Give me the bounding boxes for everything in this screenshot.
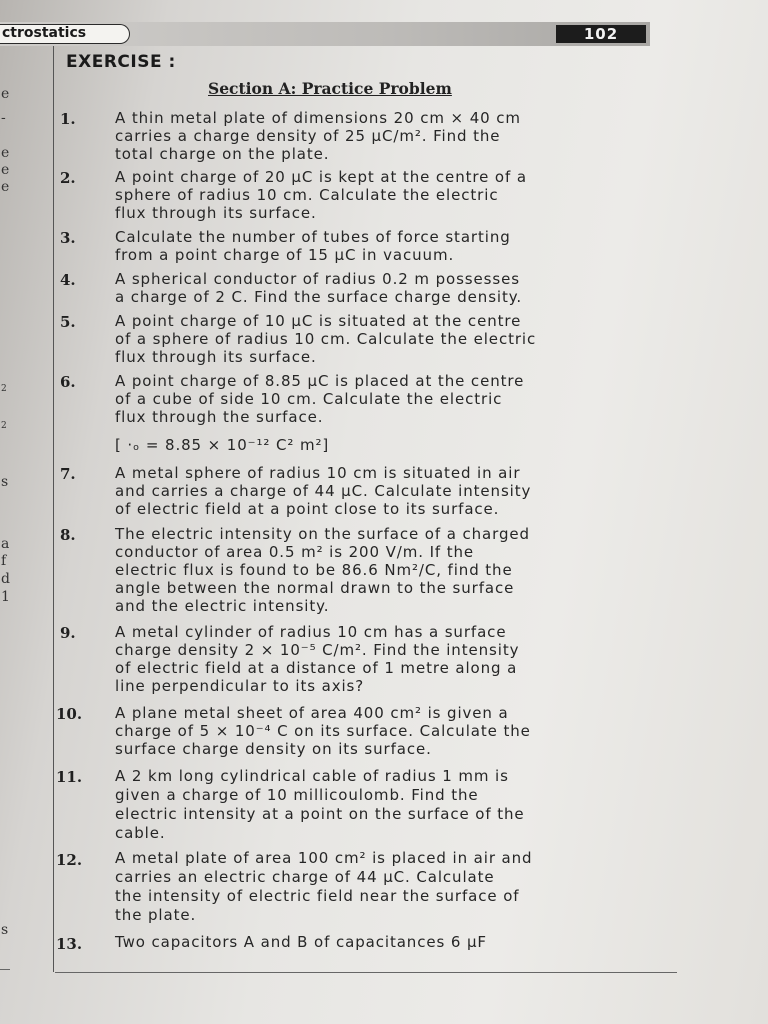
question-line: of a sphere of radius 10 cm. Calculate the electric (115, 330, 537, 348)
question-line: and the electric intensity. (115, 597, 330, 615)
question-line: The electric intensity on the surface of a charged (115, 525, 530, 543)
margin-fragment: e (1, 86, 10, 102)
margin-fragment: e (1, 145, 10, 161)
question-hint: [ ·ₒ = 8.85 × 10⁻¹² C² m²] (115, 436, 330, 454)
question-line: A point charge of 10 μC is situated at the centre (115, 312, 522, 330)
question-line: electric intensity at a point on the surface of the (115, 805, 525, 823)
question-line: a charge of 2 C. Find the surface charge density. (115, 288, 523, 306)
question-number: 1. (60, 110, 76, 128)
question-number: 5. (60, 313, 76, 331)
question-line: A metal cylinder of radius 10 cm has a surface (115, 623, 507, 641)
margin-fragment: d (1, 571, 10, 587)
question-line: A thin metal plate of dimensions 20 cm × 40 cm (115, 109, 521, 127)
question-line: carries a charge density of 25 μC/m². Find the (115, 127, 501, 145)
margin-fragment: 2 (1, 384, 7, 394)
question-line: given a charge of 10 millicoulomb. Find the (115, 786, 479, 804)
question-line: cable. (115, 824, 166, 842)
question-line: of electric field at a distance of 1 metre along a (115, 659, 518, 677)
question-line: charge density 2 × 10⁻⁵ C/m². Find the intensity (115, 641, 520, 659)
question-line: flux through its surface. (115, 204, 317, 222)
question-line: the plate. (115, 906, 197, 924)
question-line: electric flux is found to be 86.6 Nm²/C, find the (115, 561, 513, 579)
question-line: charge of 5 × 10⁻⁴ C on its surface. Calculate the (115, 722, 531, 740)
question-number: 10. (56, 705, 83, 723)
page-number: 102 (556, 25, 646, 43)
question-line: total charge on the plate. (115, 145, 330, 163)
margin-fragment: e (1, 162, 10, 178)
question-line: sphere of radius 10 cm. Calculate the electric (115, 186, 499, 204)
question-number: 3. (60, 229, 76, 247)
margin-fragment: e (1, 179, 10, 195)
question-line: conductor of area 0.5 m² is 200 V/m. If the (115, 543, 475, 561)
exercise-title: EXERCISE : (66, 52, 176, 72)
question-line: surface charge density on its surface. (115, 740, 432, 758)
question-number: 6. (60, 373, 76, 391)
question-number: 13. (56, 935, 83, 953)
question-line: A point charge of 20 μC is kept at the centre of a (115, 168, 527, 186)
question-line: A metal sphere of radius 10 cm is situated in air (115, 464, 521, 482)
question-number: 8. (60, 526, 76, 544)
question-number: 4. (60, 271, 76, 289)
question-line: angle between the normal drawn to the surface (115, 579, 515, 597)
question-line: line perpendicular to its axis? (115, 677, 365, 695)
question-line: A point charge of 8.85 μC is placed at the centre (115, 372, 525, 390)
question-line: the intensity of electric field near the surface of (115, 887, 520, 905)
question-line: A spherical conductor of radius 0.2 m possesses (115, 270, 520, 288)
question-line: A metal plate of area 100 cm² is placed in air and (115, 849, 533, 867)
margin-fragment: a (1, 536, 10, 552)
question-line: Two capacitors A and B of capacitances 6 μF (115, 933, 487, 951)
bottom-rule (55, 972, 677, 973)
question-number: 11. (56, 768, 83, 786)
question-line: from a point charge of 15 μC in vacuum. (115, 246, 455, 264)
question-number: 9. (60, 624, 76, 642)
question-line: of electric field at a point close to its surface. (115, 500, 500, 518)
chapter-tab: ctrostatics (0, 24, 130, 44)
question-line: and carries a charge of 44 μC. Calculate intensity (115, 482, 532, 500)
question-line: carries an electric charge of 44 μC. Calculate (115, 868, 495, 886)
margin-fragment: 1 (1, 589, 10, 605)
question-line: of a cube of side 10 cm. Calculate the electric (115, 390, 503, 408)
margin-fragment: - (1, 110, 6, 126)
question-line: flux through its surface. (115, 348, 317, 366)
question-line: flux through the surface. (115, 408, 324, 426)
question-line: A 2 km long cylindrical cable of radius 1 mm is (115, 767, 509, 785)
question-number: 2. (60, 169, 76, 187)
left-rule (0, 969, 10, 970)
margin-fragment: s (1, 474, 9, 490)
section-title: Section A: Practice Problem (208, 79, 452, 98)
question-line: A plane metal sheet of area 400 cm² is given a (115, 704, 509, 722)
question-number: 7. (60, 465, 76, 483)
margin-rule (53, 46, 54, 972)
margin-fragment: 2 (1, 421, 7, 431)
question-line: Calculate the number of tubes of force starting (115, 228, 511, 246)
margin-fragment: s (1, 922, 9, 938)
question-number: 12. (56, 851, 83, 869)
margin-fragment: f (1, 553, 7, 569)
